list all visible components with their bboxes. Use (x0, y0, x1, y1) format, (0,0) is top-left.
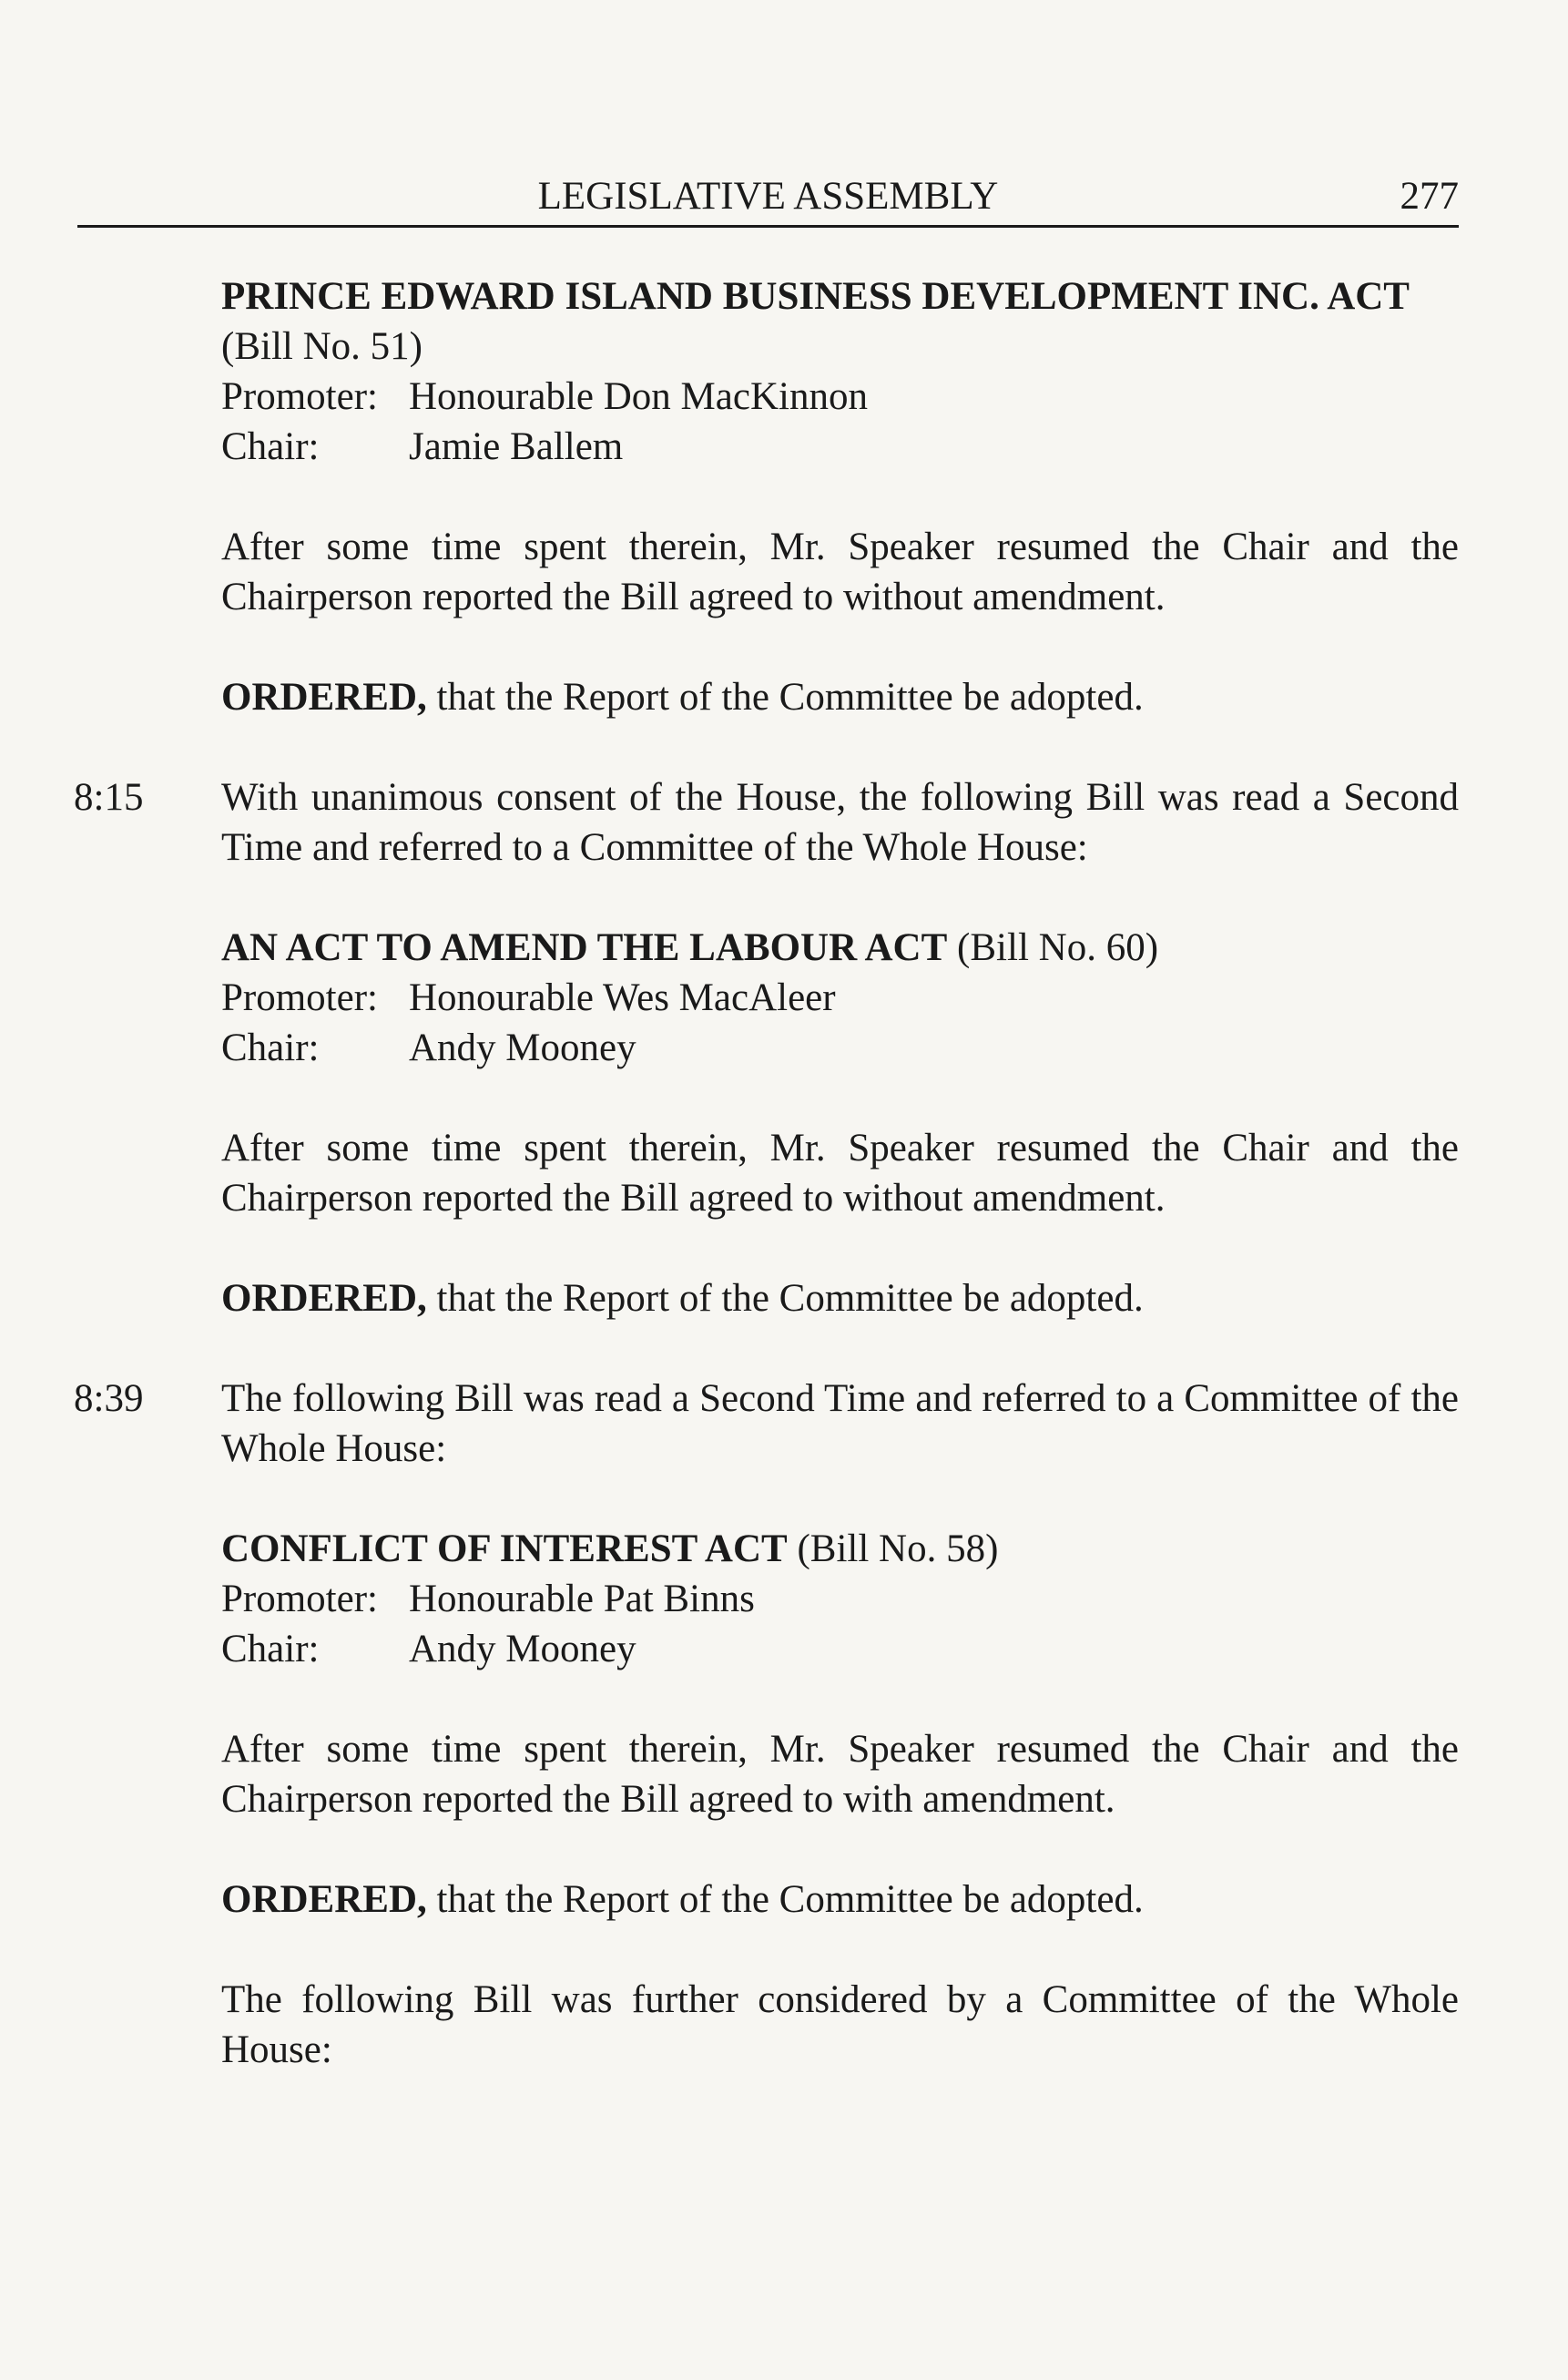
promoter-line (221, 1574, 1459, 1624)
chair-line (221, 1624, 1459, 1674)
ordered-text: that the Report of the Committee be adopted. (426, 1277, 1144, 1320)
promoter-name: Honourable Don MacKinnon (409, 375, 868, 418)
closing-paragraph: The following Bill was further considered by a Committee of the Whole House: (221, 1978, 1459, 2071)
page-header (77, 169, 1459, 228)
ordered-paragraph (221, 1273, 1459, 1323)
chair-label: Chair: (221, 1628, 320, 1670)
margin-time: 8:15 (74, 776, 144, 819)
chair-name: Jamie Ballem (409, 425, 624, 468)
committee-report: After some time spent therein, Mr. Speaker resumed the Chair and the Chairperson reported the Bill agreed to without amendment. (221, 1127, 1459, 1220)
chair-name: Andy Mooney (409, 1628, 636, 1670)
bill-title: AN ACT TO AMEND THE LABOUR ACT (221, 926, 948, 969)
promoter-label: Promoter: (221, 976, 378, 1019)
bill-number: (Bill No. 51) (221, 325, 423, 368)
promoter-line (221, 973, 1459, 1023)
promoter-label: Promoter: (221, 375, 378, 418)
journal-content (74, 271, 1459, 2075)
ordered-keyword: ORDERED, (221, 676, 427, 719)
bill-heading-line (221, 923, 1459, 973)
committee-report: After some time spent therein, Mr. Speaker resumed the Chair and the Chairperson reported the Bill agreed to with amendment. (221, 1728, 1459, 1821)
promoter-name: Honourable Pat Binns (409, 1578, 755, 1620)
ordered-keyword: ORDERED, (221, 1277, 427, 1320)
timed-entry-839 (74, 1374, 1459, 1474)
bill-number: (Bill No. 58) (787, 1527, 999, 1570)
ordered-text: that the Report of the Committee be adopted. (426, 1878, 1144, 1921)
bill-title: PRINCE EDWARD ISLAND BUSINESS DEVELOPMENT INC. ACT (221, 275, 1410, 318)
ordered-keyword: ORDERED, (221, 1878, 427, 1921)
entry-text: With unanimous consent of the House, the following Bill was read a Second Time and referred to a Committee of the Whole House: (221, 776, 1459, 869)
bill-number: (Bill No. 60) (947, 926, 1159, 969)
committee-report: After some time spent therein, Mr. Speaker resumed the Chair and the Chairperson reported the Bill agreed to without amendment. (221, 526, 1459, 618)
promoter-name: Honourable Wes MacAleer (409, 976, 836, 1019)
ordered-text: that the Report of the Committee be adopted. (426, 676, 1144, 719)
bill-entry-51 (221, 271, 1459, 472)
timed-entry-815 (74, 772, 1459, 873)
chair-label: Chair: (221, 1027, 320, 1069)
ordered-paragraph (221, 672, 1459, 722)
running-header-title: LEGISLATIVE ASSEMBLY (537, 175, 999, 218)
margin-time: 8:39 (74, 1377, 144, 1420)
promoter-line (221, 372, 1459, 422)
chair-line (221, 422, 1459, 472)
ordered-paragraph (221, 1874, 1459, 1925)
page-number: 277 (1400, 175, 1459, 218)
chair-line (221, 1023, 1459, 1073)
chair-name: Andy Mooney (409, 1027, 636, 1069)
chair-label: Chair: (221, 425, 320, 468)
bill-entry-58 (221, 1524, 1459, 1674)
bill-title: CONFLICT OF INTEREST ACT (221, 1527, 788, 1570)
promoter-label: Promoter: (221, 1578, 378, 1620)
bill-heading-line (221, 1524, 1459, 1574)
bill-entry-60 (221, 923, 1459, 1073)
entry-text: The following Bill was read a Second Time and referred to a Committee of the Whole House: (221, 1377, 1459, 1470)
